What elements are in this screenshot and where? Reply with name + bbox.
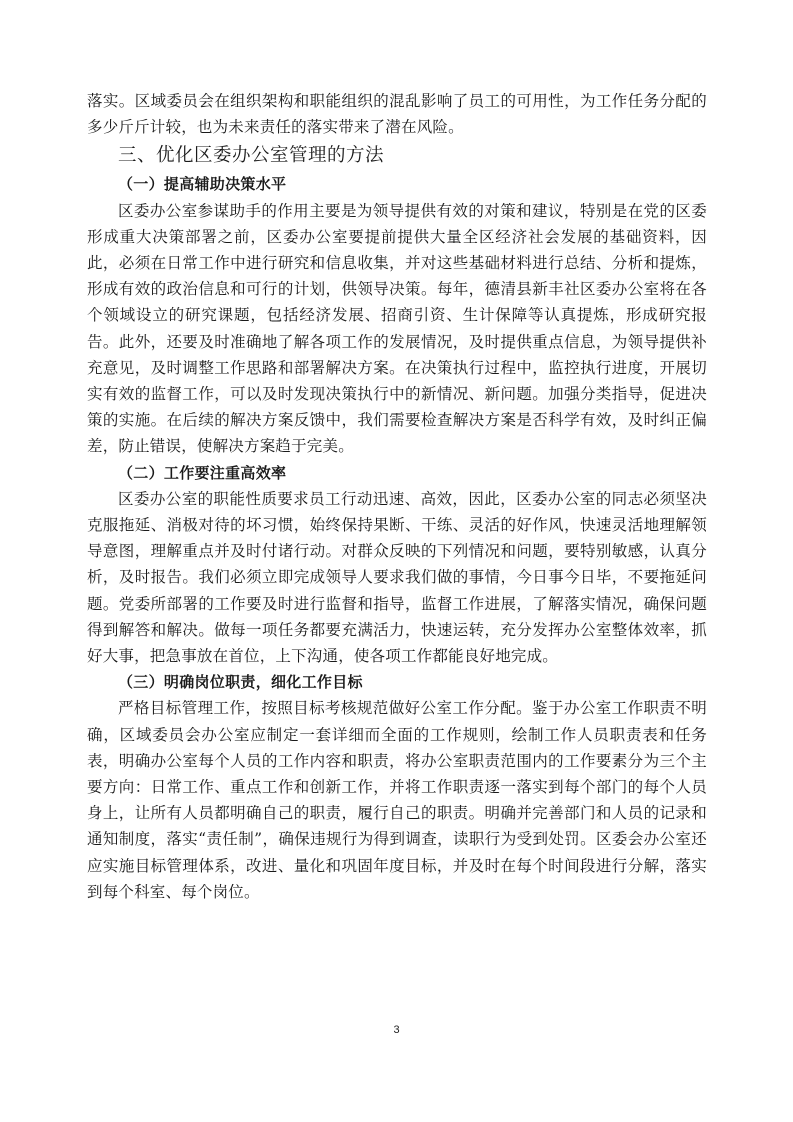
subsection-heading-3: （三）明确岗位职责，细化工作目标 — [118, 673, 363, 692]
subsection-paragraph-3: 严格目标管理工作，按照目标考核规范做好公室工作分配。鉴于办公室工作职责不明确，区域委员会办公室应制定一套详细而全面的工作规则，绘制工作人员职责表和任务表，明确办公室每个人员的工作内容和职责，将办公室职责范围内的工作要素分为三个主要方向：日常工作、重点工作和创新工作，并将工作职责逐一落实到每个部门的每个人员身上，让所有人员都明确自己的职责，履行自己的职责。明确并完善部门和人员的记录和通知制度，落实“责任制”，确保违规行为得到调查，读职行为受到处罚。区委会办公室还应实施目标管理体系，改进、量化和巩固年度目标，并及时在每个时间段进行分解，落实到每个科室、每个岗位。 — [87, 699, 707, 901]
subsection-heading-1: （一）提高辅助决策水平 — [118, 175, 287, 194]
subsection-paragraph-1: 区委办公室参谋助手的作用主要是为领导提供有效的对策和建议，特别是在党的区委形成重大决策部署之前，区委办公室要提前提供大量全区经济社会发展的基础资料，因此，必须在日常工作中进行研究和信息收集，并对这些基础材料进行总结、分析和提炼，形成有效的政治信息和可行的计划，供领导决策。每年，德清县新丰社区委办公室将在各个领域设立的研究课题，包括经济发展、招商引资、生计保障等认真提炼，形成研究报告。此外，还要及时准确地了解各项工作的发展情况，及时提供重点信息，为领导提供补充意见，及时调整工作思路和部署解决方案。在决策执行过程中，监控执行进度，开展切实有效的监督工作，可以及时发现决策执行中的新情况、新问题。加强分类指导，促进决策的实施。在后续的解决方案反馈中，我们需要检查解决方案是否科学有效，及时纠正偏差，防止错误，使解决方案趋于完美。 — [87, 201, 707, 456]
intro-paragraph: 落实。区域委员会在组织架构和职能组织的混乱影响了员工的可用性，为工作任务分配的多少斤斤计较，也为未来责任的落实带来了潜在风险。 — [87, 92, 707, 137]
subsection-heading-2: （二）工作要注重高效率 — [118, 463, 287, 482]
page-number: 3 — [393, 1024, 400, 1036]
subsection-paragraph-2: 区委办公室的职能性质要求员工行动迅速、高效，因此，区委办公室的同志必须坚决克服拖延、消极对待的坏习惯，始终保持果断、干练、灵活的好作风，快速灵活地理解领导意图，理解重点并及时付诸行动。对群众反映的下列情况和问题，要特别敏感，认真分析，及时报告。我们必须立即完成领导人要求我们做的事情，今日事今日毕，不要拖延问题。党委所部署的工作要及时进行监督和指导，监督工作进展，了解落实情况，确保问题得到解答和解决。做每一项任务都要充满活力，快速运转，充分发挥办公室整体效率，抓好大事，把急事放在首位，上下沟通，使各项工作都能良好地完成。 — [87, 489, 707, 666]
section-heading: 三、优化区委办公室管理的方法 — [118, 145, 385, 167]
page-content — [87, 88, 707, 905]
